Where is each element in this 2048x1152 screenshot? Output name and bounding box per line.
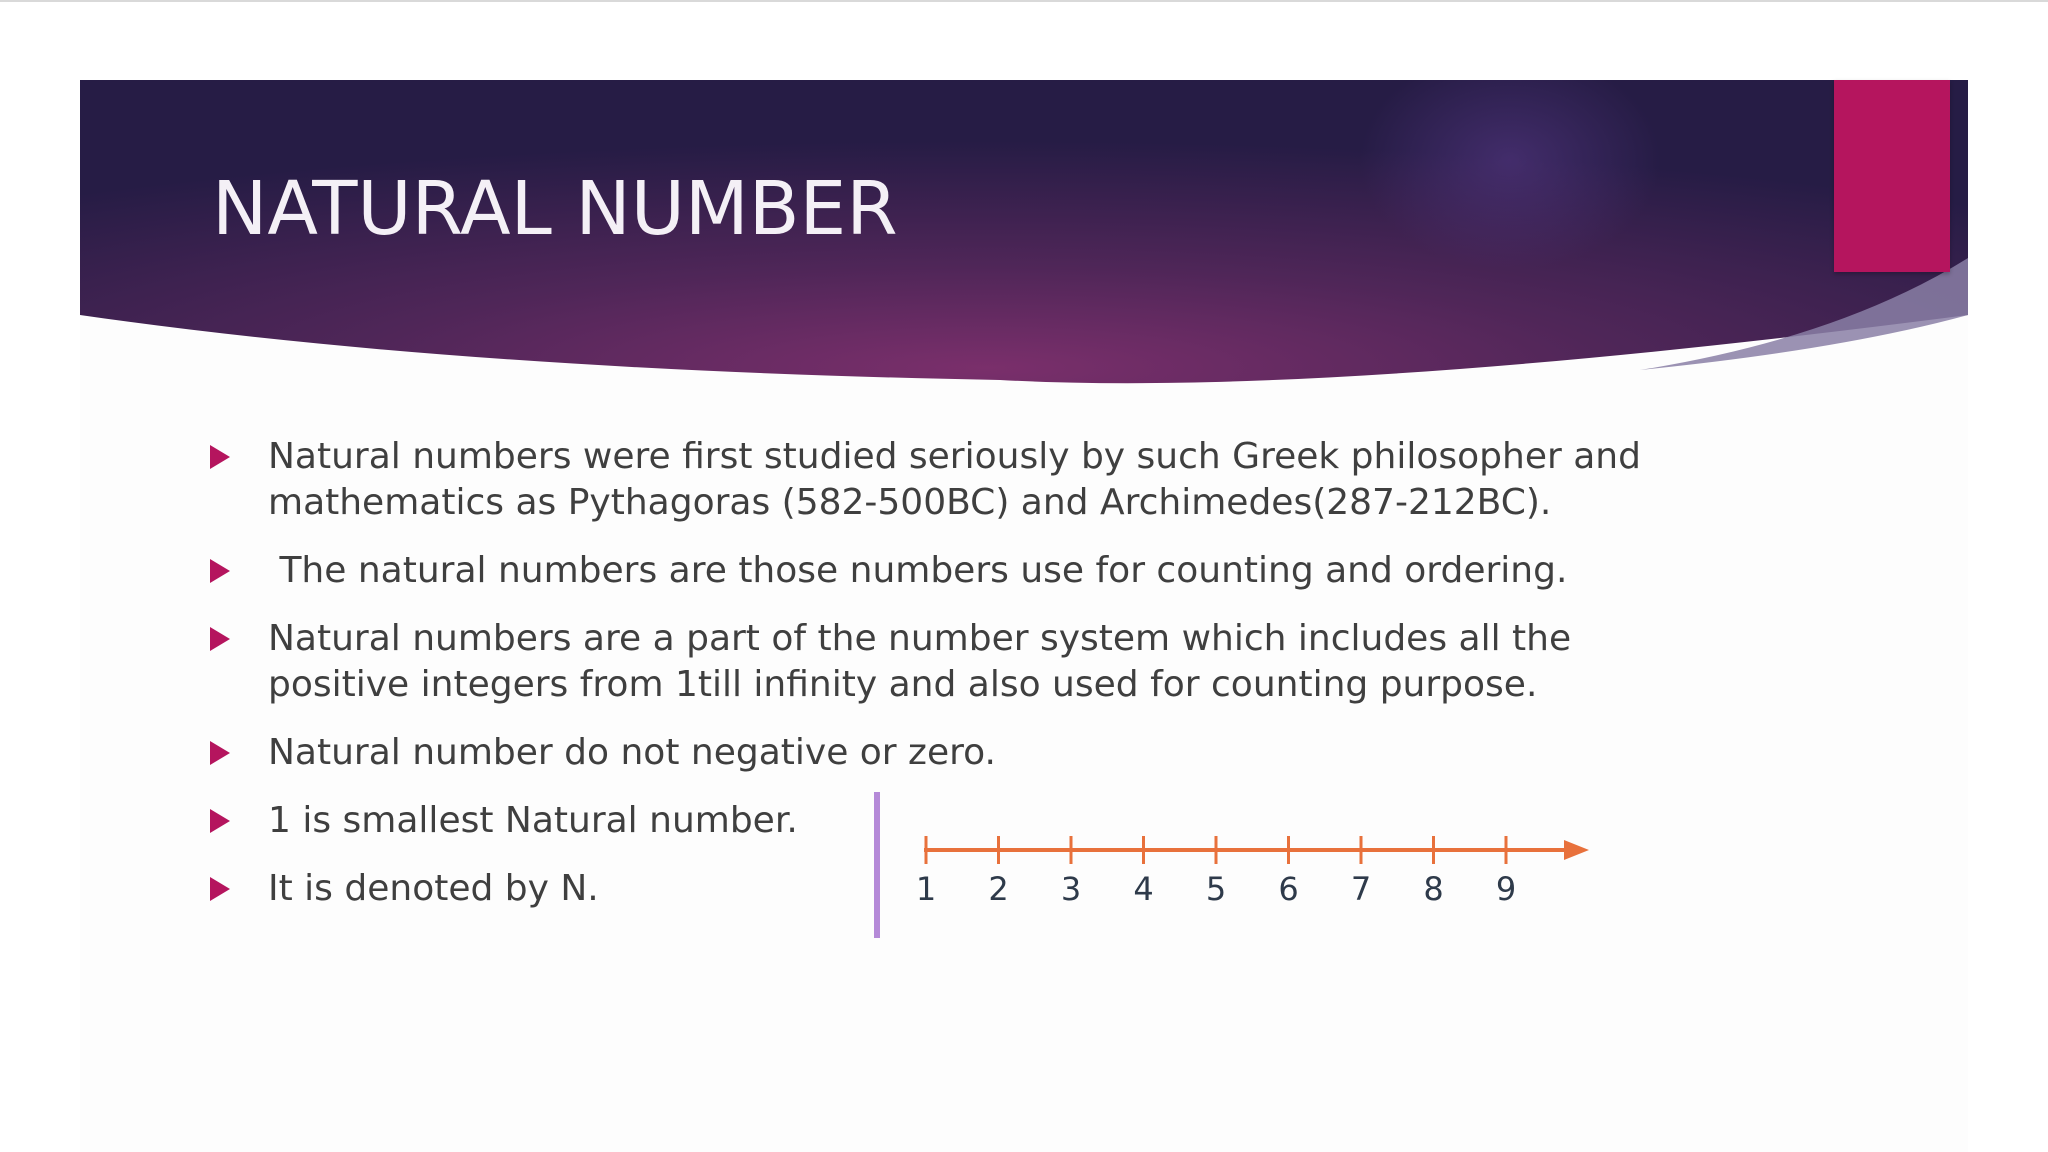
bullet-item	[210, 616, 1710, 708]
triangle-bullet-icon	[210, 445, 230, 469]
bullet-text: 1 is smallest Natural number.	[268, 800, 798, 841]
bullet-item	[210, 434, 1710, 526]
number-line-label: 1	[915, 870, 937, 908]
number-line-label: 7	[1350, 870, 1372, 908]
bullet-text: The natural numbers are those numbers use for counting and ordering.	[268, 550, 1568, 591]
number-line-label: 3	[1060, 870, 1082, 908]
number-line-label: 6	[1278, 870, 1299, 908]
bullet-text: Natural numbers are a part of the number system which includes all the positive integers from 1till infinity and also used for counting purpose.	[268, 618, 1572, 705]
bullet-text: Natural numbers were first studied seriously by such Greek philosopher and mathematics as Pythagoras (582-500BC) and Archimedes(287-212BC).	[268, 436, 1641, 523]
number-line-label: 4	[1133, 870, 1154, 908]
number-line-image	[874, 790, 1614, 940]
bullet-text: It is denoted by N.	[268, 868, 599, 909]
triangle-bullet-icon	[210, 741, 230, 765]
number-line-label: 9	[1495, 870, 1517, 908]
triangle-bullet-icon	[210, 809, 230, 833]
number-line-label: 5	[1205, 870, 1227, 908]
accent-tab	[1834, 80, 1950, 272]
bullet-item	[210, 730, 1710, 776]
number-line-label: 8	[1423, 870, 1444, 908]
triangle-bullet-icon	[210, 627, 230, 651]
top-border	[0, 0, 2048, 2]
arrow-right-icon	[1564, 840, 1589, 860]
triangle-bullet-icon	[210, 877, 230, 901]
slide	[80, 80, 1968, 1152]
number-line-label: 2	[988, 870, 1009, 908]
bullet-text: Natural number do not negative or zero.	[268, 732, 996, 773]
bullet-item	[210, 548, 1710, 594]
triangle-bullet-icon	[210, 559, 230, 583]
slide-title: NATURAL NUMBER	[212, 166, 898, 252]
